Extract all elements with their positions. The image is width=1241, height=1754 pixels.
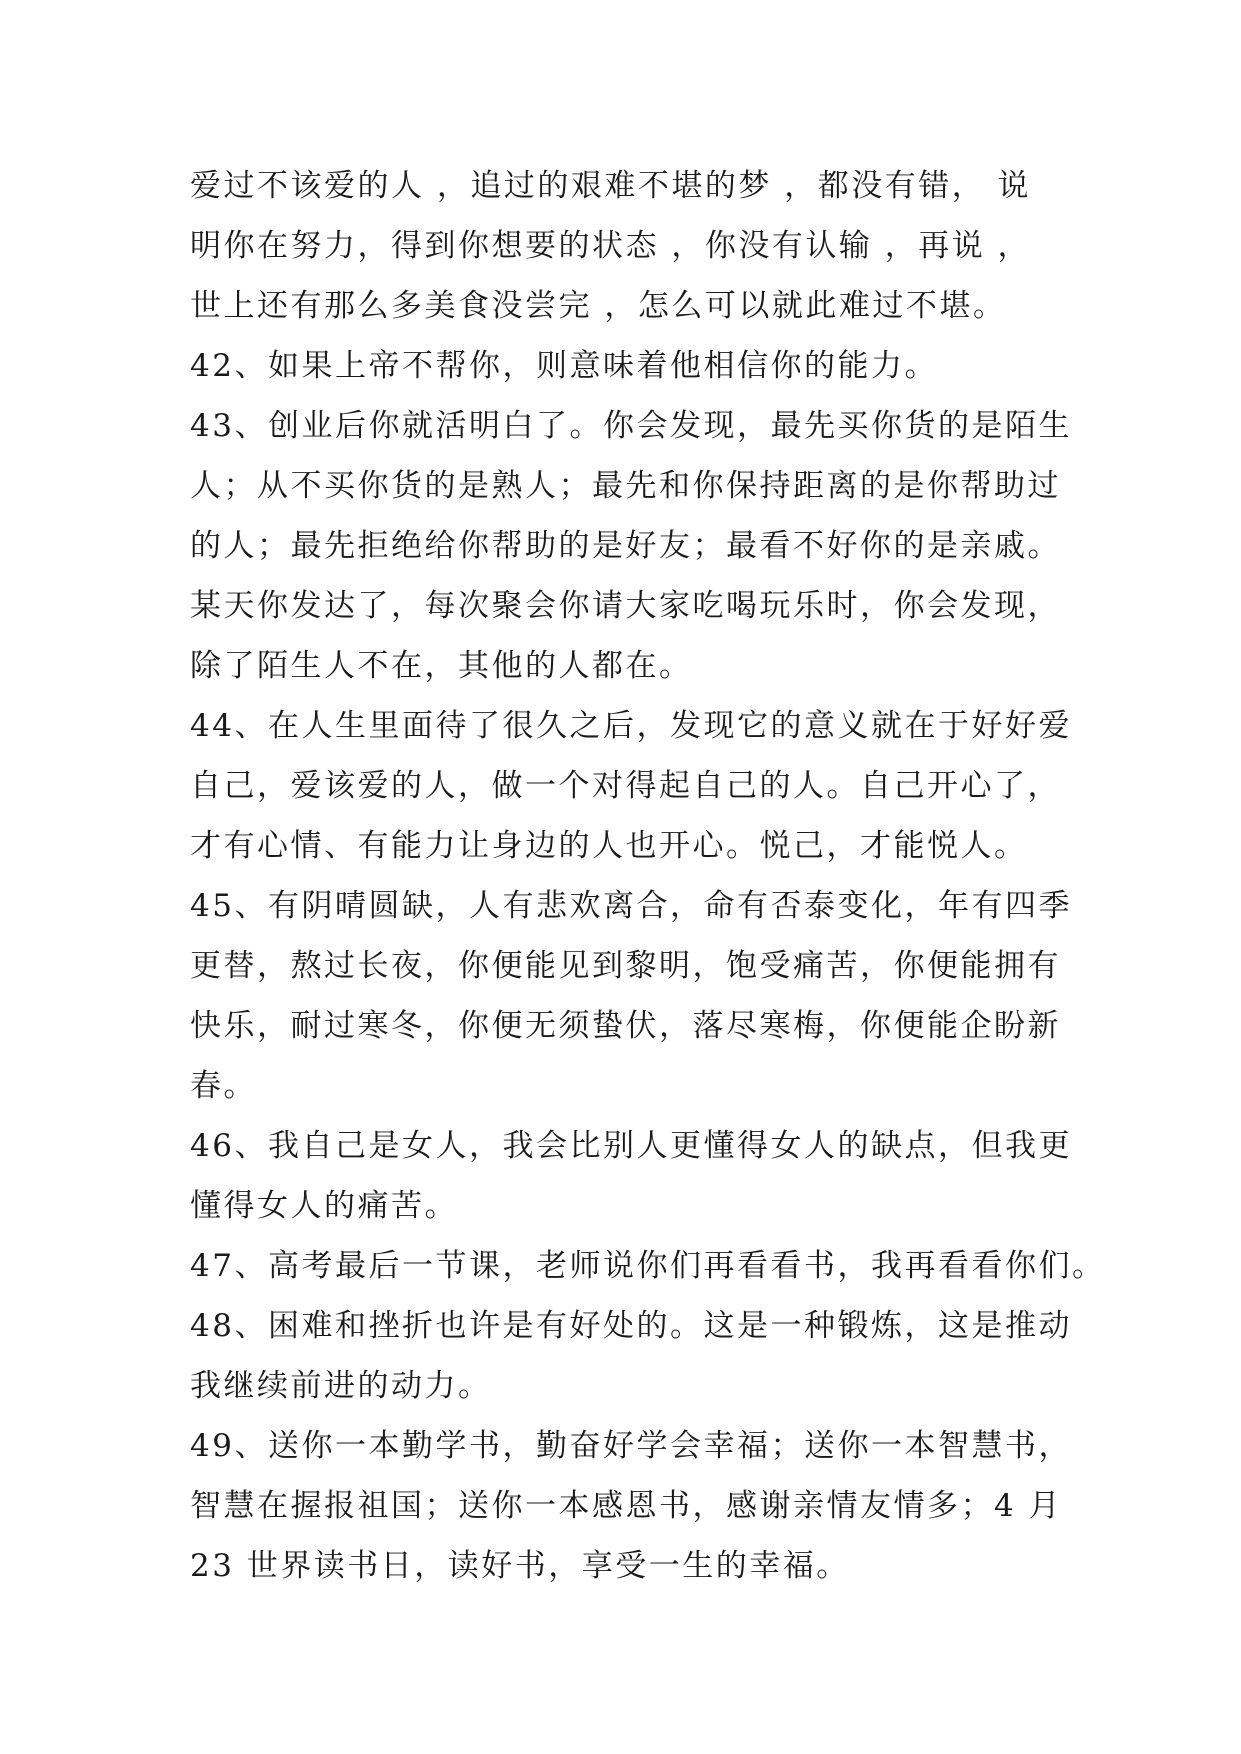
text-line: 春。 xyxy=(190,1068,257,1104)
text-line: 除了陌生人不在，其他的人都在。 xyxy=(190,648,693,684)
text-line: 自己，爱该爱的人，做一个对得起自己的人。自己开心了， xyxy=(190,768,1061,804)
text-line: 更替，熬过长夜，你便能见到黎明，饱受痛苦，你便能拥有 xyxy=(190,948,1061,984)
text-line: 智慧在握报祖国；送你一本感恩书，感谢亲情友情多；4 月 xyxy=(190,1488,1063,1524)
text-line: 明你在努力，得到你想要的状态 ，你没有认输 ，再说 ， xyxy=(190,228,1032,264)
text-line: 49、送你一本勤学书，勤奋好学会幸福；送你一本智慧书， xyxy=(190,1428,1072,1464)
text-line: 的人；最先拒绝给你帮助的是好友；最看不好你的是亲戚。 xyxy=(190,528,1061,564)
text-line: 48、困难和挫折也许是有好处的。这是一种锻炼，这是推动 xyxy=(190,1308,1072,1344)
text-line: 爱过不该爱的人 ，追过的艰难不堪的梦 ，都没有错， 说 xyxy=(190,168,1032,204)
text-line: 懂得女人的痛苦。 xyxy=(190,1188,458,1224)
text-line: 46、我自己是女人，我会比别人更懂得女人的缺点，但我更 xyxy=(190,1128,1072,1164)
text-line: 23 世界读书日，读好书，享受一生的幸福。 xyxy=(190,1548,850,1584)
text-line: 才有心情、有能力让身边的人也开心。悦己，才能悦人。 xyxy=(190,828,1028,864)
text-line: 45、有阴晴圆缺，人有悲欢离合，命有否泰变化，年有四季 xyxy=(190,888,1072,924)
text-line: 世上还有那么多美食没尝完 ，怎么可以就此难过不堪。 xyxy=(190,288,1007,324)
text-line: 44、在人生里面待了很久之后，发现它的意义就在于好好爱 xyxy=(190,708,1072,744)
text-line: 某天你发达了，每次聚会你请大家吃喝玩乐时，你会发现， xyxy=(190,588,1061,624)
text-line: 43、创业后你就活明白了。你会发现，最先买你货的是陌生 xyxy=(190,408,1072,444)
text-line: 人；从不买你货的是熟人；最先和你保持距离的是你帮助过 xyxy=(190,468,1061,504)
text-line: 47、高考最后一节课，老师说你们再看看书，我再看看你们。 xyxy=(190,1248,1106,1284)
text-line: 42、如果上帝不帮你，则意味着他相信你的能力。 xyxy=(190,348,938,384)
text-line: 我继续前进的动力。 xyxy=(190,1368,492,1404)
text-line: 快乐，耐过寒冬，你便无须蛰伏，落尽寒梅，你便能企盼新 xyxy=(190,1008,1061,1044)
document-body xyxy=(190,156,1106,1596)
